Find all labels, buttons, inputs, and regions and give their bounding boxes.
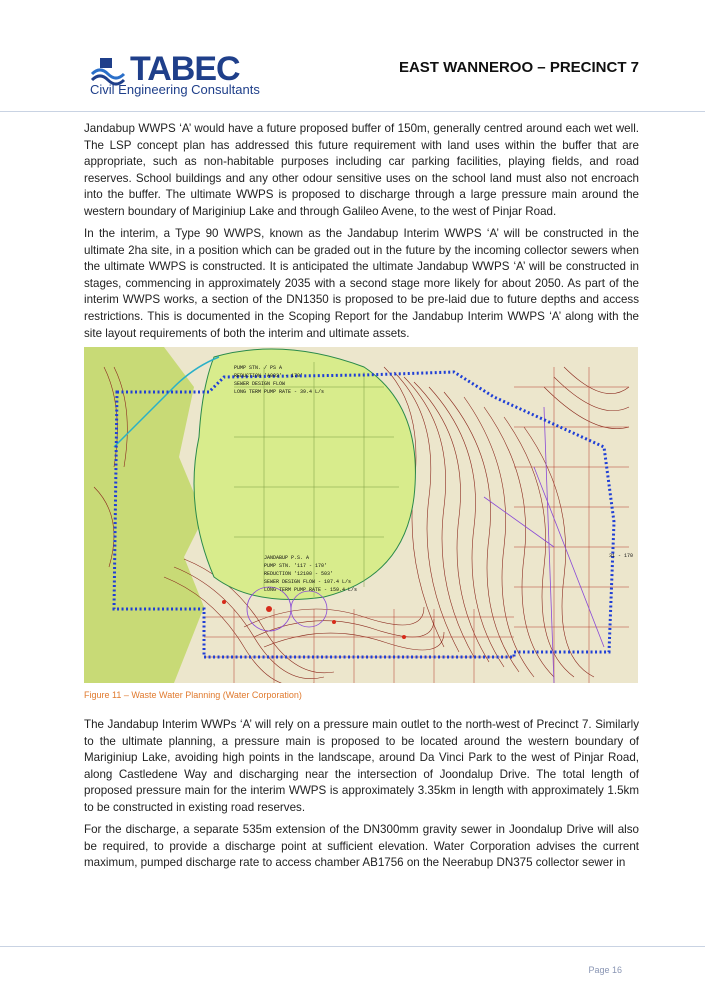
lake-area (194, 349, 415, 600)
document-title: EAST WANNEROO – PRECINCT 7 (398, 59, 639, 76)
footer-divider (0, 946, 705, 947)
figure-caption: Figure 11 – Waste Water Planning (Water Corporation) (84, 690, 302, 700)
map-label-mid-2: PUMP STN. '117 - 170' (264, 563, 328, 569)
header-divider (0, 111, 705, 112)
page-number: Page 16 (588, 965, 622, 975)
logo-subtitle: Civil Engineering Consultants (90, 82, 260, 97)
paragraph-buffer: Jandabup WWPS ‘A’ would have a future proposed buffer of 150m, generally centred around each wet well. The LSP concept plan has addressed this future requirement with land uses within the buffer that are appropriate, such as non-habitable purposes including car parking facilities, playing fields, and road reserves. School buildings and any other odour sensitive uses on the school land must also not encroach into the buffer. The ultimate WWPS is proposed to discharge through a large pressure main around the western boundary of Mariginiup Lake and through Galileo Avene, to the west of Pinjar Road. (84, 122, 639, 218)
map-label-right: 31 - 170 (609, 553, 634, 559)
waste-water-planning-map (84, 347, 638, 683)
map-label-top-1: PUMP STN. / PS A (234, 365, 283, 371)
map-label-mid-5: LONG TERM PUMP RATE - 159.4 L/s (264, 587, 358, 593)
paragraph-discharge: For the discharge, a separate 535m extension of the DN300mm gravity sewer in Joondalup Drive will also be required, to provide a discharge point at sufficient elevation. Water Corporation advises the current maximum, pumped discharge rate to access chamber AB1756 on the Neerabup DN375 collector sewer in (84, 823, 639, 870)
page-header (0, 0, 705, 112)
map-drawing (84, 347, 638, 683)
map-label-mid-4: SEWER DESIGN FLOW - 107.4 L/s (264, 579, 352, 585)
map-label-mid-1: JANDABUP P.S. A (264, 555, 310, 561)
map-label-top-2: REDUCTION 'A003' - 170' (234, 373, 304, 379)
paragraph-interim: In the interim, a Type 90 WWPS, known as the Jandabup Interim WWPS ‘A’ will be constructed in the ultimate 2ha site, in a position which can be graded out in the future by the incoming collector sewers when the ultimate WWPS is constructed. It is anticipated the ultimate Jandabup WWPS ‘A’ will be constructed in stages, commencing in approximately 2035 with a second stage more likely for about 2050. As part of the interim WWPS works, a section of the DN1350 is proposed to be pre-laid due to future depths and access restrictions. This is documented in the Scoping Report for the Jandabup Interim WWPS ‘A’ along with the site layout requirements of both the interim and ultimate assets. (84, 227, 639, 340)
tabec-logo (90, 52, 260, 100)
paragraph-pressure-main: The Jandabup Interim WWPs ‘A’ will rely on a pressure main outlet to the north-west of Precinct 7. Similarly to the ultimate planning, a pressure main is proposed to be located around the western boundary of Mariginiup Lake, avoiding high points in the landscape, around Da Vinci Park to the west of Pinjar Road, along Castledene Way and discharging near the intersection of Joondalup Drive. The total length of proposed pressure main for the interim WWPS is approximately 3.35km in length with approximately 1.5km to be constructed in existing road reserves. (84, 718, 639, 814)
map-label-mid-3: REDUCTION '12100 - 503' (264, 571, 334, 577)
logo-wordmark: TABEC (130, 50, 240, 88)
map-label-top-4: LONG TERM PUMP RATE - 39.4 L/s (234, 389, 325, 395)
zone-left (84, 347, 204, 683)
map-label-top-3: SEWER DESIGN FLOW (234, 381, 286, 387)
